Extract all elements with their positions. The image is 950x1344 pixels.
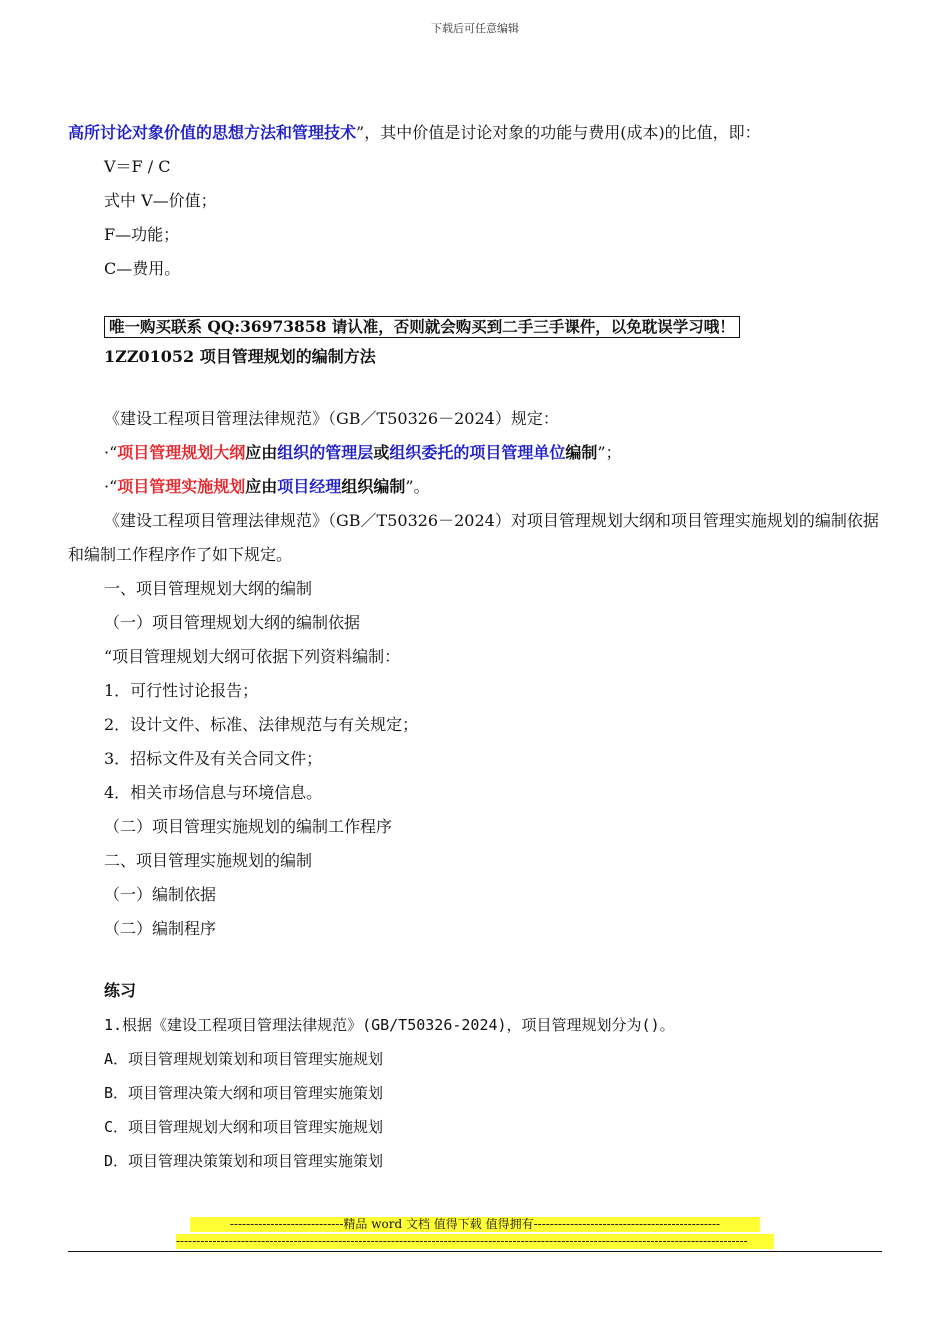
practice-option-a: A．项目管理规划策划和项目管理实施规划	[104, 1050, 384, 1068]
outline-item: “项目管理规划大纲可依据下列资料编制：	[104, 647, 401, 666]
intro-line	[68, 116, 884, 150]
outline-item: （二）编制程序	[104, 919, 217, 938]
outline-item: （一）编制依据	[104, 885, 217, 904]
bold-text: 编制	[565, 443, 598, 462]
bullet-prefix: ·“	[104, 443, 118, 462]
outline-item: 1．可行性讨论报告；	[104, 681, 259, 700]
bold-text: 组织编制	[341, 477, 406, 496]
bullet-suffix: ”。	[405, 477, 430, 496]
intro-rest-text: ”，其中价值是讨论对象的功能与费用(成本)的比值，即：	[356, 123, 761, 142]
highlight-blue: 组织委托的项目管理单位	[389, 443, 566, 462]
footer-line-2: ---------------------------------------------------------------------------------------------------------------------------------------------	[176, 1234, 774, 1249]
formula-line-3: C—费用。	[104, 259, 181, 278]
intro-blue-text: 高所讨论对象价值的思想方法和管理技术	[68, 123, 357, 142]
outline-item: 4．相关市场信息与环境信息。	[104, 783, 323, 802]
footer-line-1: ----------------------------精品 word 文档 值得下载 值得拥有----------------------------------------------	[190, 1217, 760, 1232]
footer-divider	[68, 1251, 882, 1252]
spacer	[68, 374, 884, 402]
bold-text: 或	[373, 443, 390, 462]
outline-item: 2．设计文件、标准、法律规范与有关规定；	[104, 715, 419, 734]
formula-line-2: F—功能；	[104, 225, 180, 244]
highlight-red: 项目管理规划大纲	[117, 443, 246, 462]
outline-item: （一）项目管理规划大纲的编制依据	[104, 613, 361, 632]
practice-option-b: B．项目管理决策大纲和项目管理实施策划	[104, 1084, 384, 1102]
outline-item: （二）项目管理实施规划的编制工作程序	[104, 817, 393, 836]
bold-text: 应由	[245, 443, 278, 462]
practice-option-d: D．项目管理决策策划和项目管理实施策划	[104, 1152, 384, 1170]
bullet-suffix: ”；	[597, 443, 622, 462]
bullet-implementation-compiler	[68, 470, 884, 504]
highlight-blue: 项目经理	[277, 477, 342, 496]
practice-option-c: C．项目管理规划大纲和项目管理实施规划	[104, 1118, 384, 1136]
formula-equation: V＝F / C	[104, 157, 171, 176]
practice-title: 练习	[104, 981, 137, 1000]
formula-line-1: 式中 V—价值；	[104, 191, 217, 210]
spacer	[68, 946, 884, 974]
paragraph: 《建设工程项目管理法律规范》（GB／T50326－2024）对项目管理规划大纲和项目管理实施规划的编制依据和编制工作程序作了如下规定。	[68, 511, 879, 564]
highlight-blue: 组织的管理层	[277, 443, 374, 462]
notice-line	[68, 314, 884, 340]
outline-item: 3．招标文件及有关合同文件；	[104, 749, 323, 768]
spacer	[68, 286, 884, 314]
outline-item: 一、项目管理规划大纲的编制	[104, 579, 313, 598]
document-body	[68, 116, 884, 1178]
bullet-prefix: ·“	[104, 477, 118, 496]
purchase-notice: 唯一购买联系 QQ:36973858 请认准，否则就会购买到二手三手课件，以免耽误学习哦！	[104, 316, 740, 338]
practice-question: 1.根据《建设工程项目管理法律规范》(GB/T50326-2024)，项目管理规划分为()。	[104, 1016, 675, 1034]
page-header: 下载后可任意编辑	[431, 22, 519, 35]
bold-text: 应由	[245, 477, 278, 496]
outline-item: 二、项目管理实施规划的编制	[104, 851, 313, 870]
spec-line: 《建设工程项目管理法律规范》（GB／T50326－2024）规定：	[104, 409, 559, 428]
highlight-red: 项目管理实施规划	[117, 477, 246, 496]
section-title: 1ZZ01052 项目管理规划的编制方法	[104, 347, 376, 366]
bullet-outline-compiler	[68, 436, 884, 470]
